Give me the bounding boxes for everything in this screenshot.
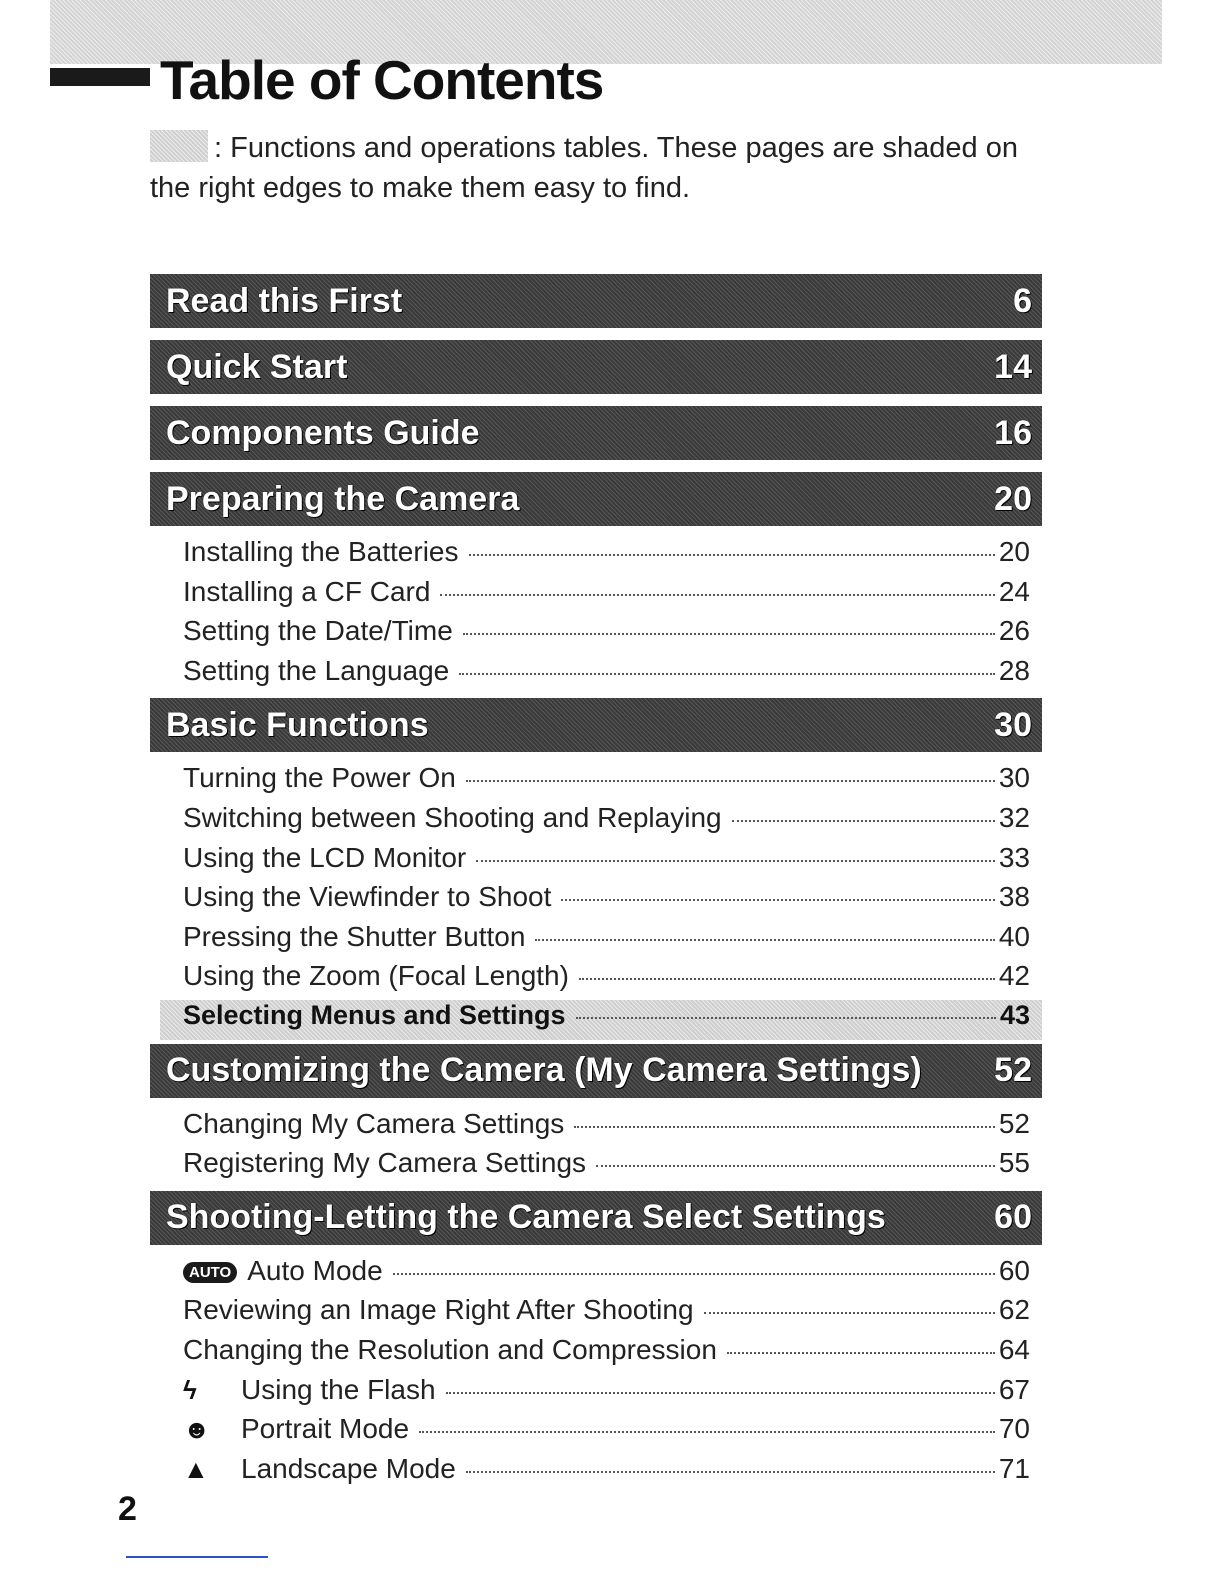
- section-heading[interactable]: [150, 472, 1042, 526]
- toc-entry-label: Installing a CF Card: [183, 575, 431, 607]
- toc-entry[interactable]: [150, 655, 1042, 695]
- section-title: Basic Functions: [166, 705, 429, 744]
- auto-mode-icon: AUTO: [183, 1262, 237, 1283]
- landscape-mode-icon: ▲: [183, 1453, 209, 1484]
- section-title: Shooting-Letting the Camera Select Settings: [166, 1198, 886, 1237]
- section-page-number: 14: [994, 347, 1032, 386]
- dot-leader: [463, 633, 995, 635]
- toc-entry-page: 38: [998, 881, 1030, 913]
- toc-entry[interactable]: [150, 1147, 1042, 1187]
- dot-leader: [727, 1352, 995, 1354]
- toc-entry-page: 60: [998, 1254, 1030, 1286]
- section-entries: [150, 1098, 1042, 1191]
- section-title: Quick Start: [166, 347, 348, 386]
- toc-entry-page: 52: [998, 1107, 1030, 1139]
- toc-entry-label: Pressing the Shutter Button: [183, 920, 526, 952]
- section-page-number: 20: [994, 479, 1032, 518]
- bottom-rule: [126, 1556, 268, 1558]
- page-title: Table of Contents: [160, 49, 604, 111]
- section-heading[interactable]: [150, 1044, 1042, 1098]
- toc-entry[interactable]: [150, 881, 1042, 921]
- toc-entry[interactable]: [150, 615, 1042, 655]
- toc-entry-page: 28: [998, 654, 1030, 686]
- intro-text: [150, 128, 1050, 208]
- dot-leader: [704, 1312, 995, 1314]
- toc-entry-page: 26: [998, 615, 1030, 647]
- section-page-number: 30: [994, 705, 1032, 744]
- toc-entry[interactable]: [150, 762, 1042, 802]
- dot-leader: [579, 978, 995, 980]
- toc-entry-label: Turning the Power On: [183, 762, 456, 794]
- toc-entry-label: Switching between Shooting and Replaying: [183, 801, 722, 833]
- section-page-number: 60: [994, 1198, 1032, 1237]
- toc-entry-label: Using the LCD Monitor: [183, 841, 467, 873]
- toc-entry-page: 62: [998, 1294, 1030, 1326]
- toc-entry-page: 70: [998, 1413, 1030, 1445]
- dot-leader: [419, 1431, 995, 1433]
- toc-entry-page: 24: [998, 575, 1030, 607]
- section-title: Read this First: [166, 281, 403, 320]
- shade-swatch-icon: [150, 130, 208, 162]
- toc-entry-label: Registering My Camera Settings: [183, 1147, 587, 1179]
- dot-leader: [476, 860, 995, 862]
- flash-icon: ϟ: [183, 1374, 197, 1405]
- section-heading[interactable]: [150, 274, 1042, 328]
- dot-leader: [535, 939, 994, 941]
- toc-entry-page: 71: [998, 1452, 1030, 1484]
- section-heading[interactable]: [150, 340, 1042, 394]
- toc-list: [150, 274, 1042, 1496]
- toc-entry-page: 32: [998, 801, 1030, 833]
- toc-entry[interactable]: [150, 1413, 1042, 1453]
- toc-entry-label: Using the Viewfinder to Shoot: [183, 881, 552, 913]
- toc-entry-label: Portrait Mode: [241, 1413, 410, 1445]
- dot-leader: [561, 899, 994, 901]
- toc-entry[interactable]: [150, 1374, 1042, 1414]
- toc-entry[interactable]: [150, 1255, 1042, 1295]
- toc-entry[interactable]: [150, 536, 1042, 576]
- section-page-number: 16: [994, 413, 1032, 452]
- intro-description: : Functions and operations tables. These pages are shaded on the right edges to make them easy to find.: [150, 132, 1018, 204]
- dot-leader: [574, 1126, 995, 1128]
- toc-entry-page: 43: [999, 999, 1030, 1030]
- toc-entry-label: Selecting Menus and Settings: [183, 999, 566, 1030]
- dot-leader: [466, 1471, 995, 1473]
- toc-entry[interactable]: [150, 842, 1042, 882]
- toc-entry-label: Setting the Date/Time: [183, 615, 453, 647]
- dot-leader: [732, 820, 995, 822]
- toc-entry-label: Using the Zoom (Focal Length): [183, 960, 569, 992]
- dot-leader: [446, 1392, 995, 1394]
- toc-entry-page: 33: [998, 841, 1030, 873]
- toc-entry-page: 20: [998, 536, 1030, 567]
- toc-entry-label: Reviewing an Image Right After Shooting: [183, 1294, 694, 1326]
- toc-entry-label: Setting the Language: [183, 654, 450, 686]
- section-page-number: 52: [994, 1051, 1032, 1090]
- toc-entry-page: 30: [998, 762, 1030, 794]
- toc-entry-page: 64: [998, 1333, 1030, 1365]
- toc-entry-label: Auto Mode: [247, 1254, 383, 1286]
- dot-leader: [469, 554, 995, 556]
- toc-entry-page: 40: [998, 920, 1030, 952]
- dot-leader: [576, 1017, 996, 1019]
- toc-entry-page: 42: [998, 960, 1030, 992]
- toc-entry-label: Changing the Resolution and Compression: [183, 1333, 717, 1365]
- section-title: Customizing the Camera (My Camera Settings): [166, 1051, 922, 1090]
- toc-entry[interactable]: [150, 1108, 1042, 1148]
- portrait-mode-icon: ☻: [183, 1414, 211, 1445]
- section-title: Components Guide: [166, 413, 480, 452]
- toc-entry-label: Installing the Batteries: [183, 536, 459, 567]
- page-number: 2: [118, 1490, 137, 1528]
- section-entries: [150, 752, 1042, 1043]
- dot-leader: [596, 1165, 995, 1167]
- header-accent-bar: [50, 68, 150, 86]
- dot-leader: [440, 594, 994, 596]
- section-heading[interactable]: [150, 406, 1042, 460]
- toc-entry[interactable]: [160, 1000, 1042, 1040]
- toc-entry-page: 67: [998, 1373, 1030, 1405]
- toc-entry[interactable]: [150, 1453, 1042, 1493]
- toc-entry[interactable]: [150, 1334, 1042, 1374]
- dot-leader: [466, 780, 995, 782]
- section-heading[interactable]: [150, 1191, 1042, 1245]
- toc-entry[interactable]: [150, 802, 1042, 842]
- section-entries: [150, 526, 1042, 698]
- toc-entry[interactable]: [150, 576, 1042, 616]
- section-heading[interactable]: [150, 698, 1042, 752]
- toc-entry-label: Changing My Camera Settings: [183, 1107, 565, 1139]
- section-entries: [150, 1245, 1042, 1497]
- toc-entry-page: 55: [998, 1147, 1030, 1179]
- section-title: Preparing the Camera: [166, 479, 520, 518]
- toc-entry[interactable]: [150, 1294, 1042, 1334]
- dot-leader: [459, 673, 995, 675]
- toc-entry[interactable]: [150, 921, 1042, 961]
- section-page-number: 6: [1013, 281, 1032, 320]
- toc-entry[interactable]: [150, 960, 1042, 1000]
- toc-entry-label: Landscape Mode: [241, 1452, 456, 1484]
- toc-entry-label: Using the Flash: [241, 1373, 436, 1405]
- dot-leader: [393, 1273, 995, 1275]
